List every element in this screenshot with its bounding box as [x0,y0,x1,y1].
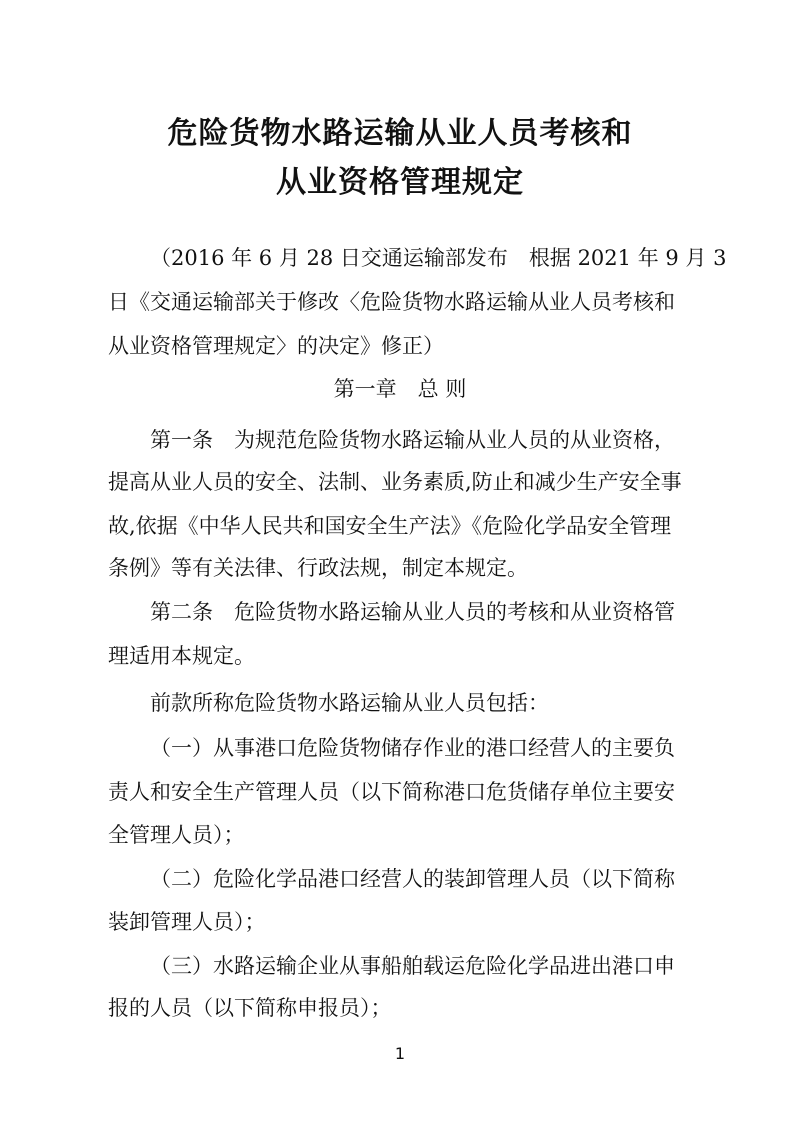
article-1-line-4: 条例》等有关法律、行政法规，制定本规定。 [108,556,528,580]
page-number: 1 [394,1044,406,1063]
chapter-heading: 第一章 总 则 [333,377,467,401]
issuance-note-line-3: 从业资格管理规定〉的决定》修正） [108,334,444,358]
item-1-line-1: （一）从事港口危险货物储存作业的港口经营人的主要负 [150,736,675,760]
article-2-paragraph-2: 前款所称危险货物水路运输从业人员包括： [150,691,549,715]
article-2-line-2: 理适用本规定。 [108,644,255,668]
document-title-line-2: 从业资格管理规定 [276,165,524,200]
article-1-line-1: 第一条 为规范危险货物水路运输从业人员的从业资格， [150,428,675,452]
issuance-note-line-2: 日《交通运输部关于修改〈危险货物水路运输从业人员考核和 [108,290,675,314]
item-2-line-1: （二）危险化学品港口经营人的装卸管理人员（以下简称 [150,867,675,891]
item-1-line-3: 全管理人员）； [108,823,245,847]
article-1-line-2: 提高从业人员的安全、法制、业务素质,防止和减少生产安全事 [108,470,682,494]
item-3-line-2: 报的人员（以下简称申报员）； [108,996,392,1020]
document-title-line-1: 危险货物水路运输从业人员考核和 [167,116,633,151]
item-2-line-2: 装卸管理人员）； [108,910,266,934]
article-1-line-3: 故,依据《中华人民共和国安全生产法》《危险化学品安全管理 [108,514,672,538]
issuance-note-line-1: （2016 年 6 月 28 日交通运输部发布 根据 2021 年 9 月 3 [150,246,727,270]
article-2-line-1: 第二条 危险货物水路运输从业人员的考核和从业资格管 [150,600,675,624]
item-1-line-2: 责人和安全生产管理人员（以下简称港口危货储存单位主要安 [108,780,675,804]
item-3-line-1: （三）水路运输企业从事船舶载运危险化学品进出港口申 [150,954,675,978]
